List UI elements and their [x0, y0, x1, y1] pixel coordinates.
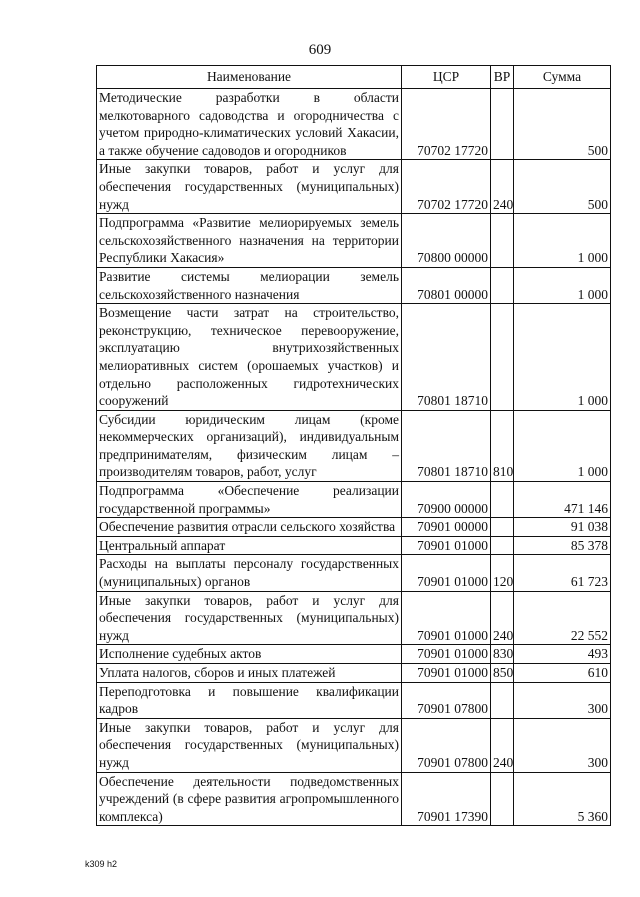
row-vr-code: 830 — [491, 645, 514, 664]
table-row — [97, 664, 611, 683]
row-vr-code: 240 — [491, 718, 514, 772]
row-name: Переподготовка и повышение квалификации кадров — [97, 682, 402, 718]
row-csr-code: 70801 18710 — [402, 410, 491, 481]
table-body — [97, 89, 611, 826]
row-vr-code — [491, 682, 514, 718]
row-name: Уплата налогов, сборов и иных платежей — [97, 664, 402, 683]
row-csr-code: 70901 07800 — [402, 682, 491, 718]
header-name: Наименование — [97, 66, 402, 89]
header-sum: Сумма — [514, 66, 611, 89]
table-row — [97, 555, 611, 591]
row-vr-code: 120 — [491, 555, 514, 591]
row-name: Исполнение судебных актов — [97, 645, 402, 664]
row-vr-code: 850 — [491, 664, 514, 683]
row-csr-code: 70702 17720 — [402, 89, 491, 160]
page-number: 609 — [308, 42, 332, 58]
row-sum: 5 360 — [514, 772, 611, 826]
table-header-row — [97, 66, 611, 89]
table-row — [97, 482, 611, 518]
row-csr-code: 70801 18710 — [402, 304, 491, 411]
header-vr: ВР — [491, 66, 514, 89]
row-sum: 500 — [514, 160, 611, 214]
table-row — [97, 160, 611, 214]
row-csr-code: 70800 00000 — [402, 214, 491, 268]
row-csr-code: 70901 01000 — [402, 591, 491, 645]
row-vr-code: 810 — [491, 410, 514, 481]
row-sum: 85 378 — [514, 536, 611, 555]
table-row — [97, 682, 611, 718]
row-csr-code: 70901 01000 — [402, 536, 491, 555]
budget-table — [96, 65, 611, 826]
row-vr-code: 240 — [491, 591, 514, 645]
row-name: Иные закупки товаров, работ и услуг для обеспечения государственных (муниципальных) нужд — [97, 160, 402, 214]
row-sum: 91 038 — [514, 518, 611, 537]
row-name: Развитие системы мелиорации земель сельскохозяйственного назначения — [97, 267, 402, 303]
row-name: Методические разработки в области мелкотоварного садоводства и огородничества с учетом природно-климатических условий Хакасии, а также обучение садоводов и огородников — [97, 89, 402, 160]
row-csr-code: 70901 01000 — [402, 645, 491, 664]
row-sum: 61 723 — [514, 555, 611, 591]
table-row — [97, 645, 611, 664]
row-sum: 1 000 — [514, 304, 611, 411]
row-vr-code — [491, 267, 514, 303]
table-row — [97, 718, 611, 772]
row-name: Субсидии юридическим лицам (кроме некоммерческих организаций), индивидуальным предпринимателям, физическим лицам – производителям товаров, работ, услуг — [97, 410, 402, 481]
row-name: Обеспечение деятельности подведомственных учреждений (в сфере развития агропромышленного комплекса) — [97, 772, 402, 826]
row-vr-code — [491, 214, 514, 268]
row-vr-code — [491, 772, 514, 826]
table-row — [97, 214, 611, 268]
row-name: Подпрограмма «Обеспечение реализации государственной программы» — [97, 482, 402, 518]
table-row — [97, 518, 611, 537]
table-row — [97, 304, 611, 411]
row-vr-code — [491, 518, 514, 537]
row-name: Иные закупки товаров, работ и услуг для обеспечения государственных (муниципальных) нужд — [97, 591, 402, 645]
row-csr-code: 70702 17720 — [402, 160, 491, 214]
row-csr-code: 70901 17390 — [402, 772, 491, 826]
footer-code: k309 h2 — [85, 859, 118, 869]
row-sum: 1 000 — [514, 267, 611, 303]
row-csr-code: 70801 00000 — [402, 267, 491, 303]
table-row — [97, 89, 611, 160]
row-sum: 610 — [514, 664, 611, 683]
row-sum: 300 — [514, 718, 611, 772]
table-row — [97, 410, 611, 481]
table-row — [97, 591, 611, 645]
table-row — [97, 772, 611, 826]
row-csr-code: 70901 00000 — [402, 518, 491, 537]
row-name: Обеспечение развития отрасли сельского хозяйства — [97, 518, 402, 537]
row-csr-code: 70901 01000 — [402, 664, 491, 683]
row-sum: 471 146 — [514, 482, 611, 518]
row-sum: 1 000 — [514, 410, 611, 481]
row-vr-code — [491, 89, 514, 160]
row-vr-code — [491, 536, 514, 555]
row-csr-code: 70901 07800 — [402, 718, 491, 772]
row-csr-code: 70901 01000 — [402, 555, 491, 591]
row-name: Расходы на выплаты персоналу государственных (муниципальных) органов — [97, 555, 402, 591]
row-sum: 500 — [514, 89, 611, 160]
row-sum: 300 — [514, 682, 611, 718]
row-vr-code — [491, 304, 514, 411]
table-row — [97, 536, 611, 555]
row-name: Подпрограмма «Развитие мелиорируемых земель сельскохозяйственного назначения на территории Республики Хакасия» — [97, 214, 402, 268]
row-name: Центральный аппарат — [97, 536, 402, 555]
row-sum: 22 552 — [514, 591, 611, 645]
row-vr-code — [491, 482, 514, 518]
row-name: Возмещение части затрат на строительство, реконструкцию, техническое перевооружение, эксплуатацию внутрихозяйственных мелиоративных систем (орошаемых участков) и отдельно расположенных гидротехнических сооружений — [97, 304, 402, 411]
header-csr: ЦСР — [402, 66, 491, 89]
row-sum: 1 000 — [514, 214, 611, 268]
row-name: Иные закупки товаров, работ и услуг для обеспечения государственных (муниципальных) нужд — [97, 718, 402, 772]
table-row — [97, 267, 611, 303]
row-vr-code: 240 — [491, 160, 514, 214]
row-csr-code: 70900 00000 — [402, 482, 491, 518]
row-sum: 493 — [514, 645, 611, 664]
